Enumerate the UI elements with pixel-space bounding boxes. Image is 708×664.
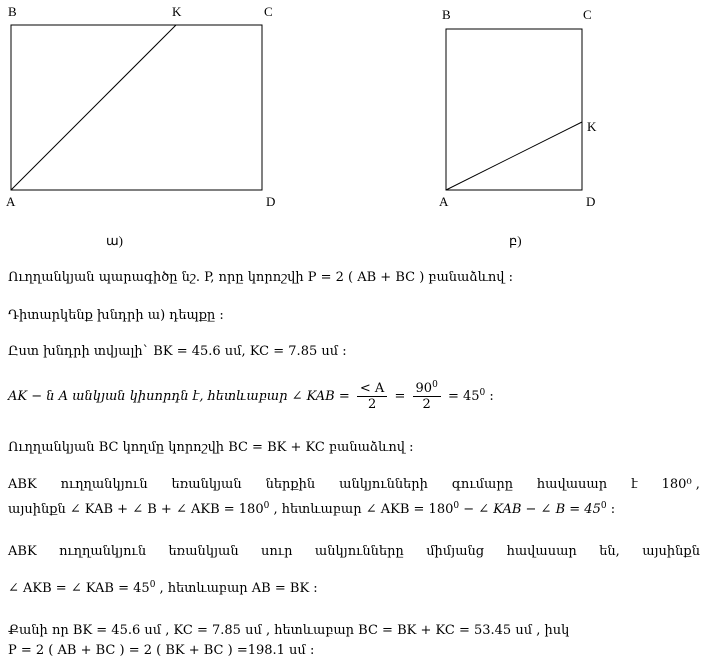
fraction-angle-a-over-2 bbox=[357, 381, 387, 412]
rectangle-abcd-right bbox=[446, 29, 582, 190]
segment-ak-right bbox=[446, 122, 582, 190]
vertex-k-right: K bbox=[587, 119, 597, 134]
vertex-d-left: D bbox=[266, 194, 276, 209]
text-line-3: Ըստ խնդրի տվյալի` BK = 45.6 սմ, KC = 7.85 սմ : bbox=[8, 344, 347, 359]
vertex-c-right: C bbox=[583, 7, 592, 22]
vertex-a-left: A bbox=[6, 194, 16, 209]
equals-sign: = bbox=[394, 389, 406, 404]
text-line-11: P = 2 ( AB + BC ) = 2 ( BK + BC ) =198.1 սմ : bbox=[8, 643, 315, 658]
figures-area bbox=[0, 0, 708, 250]
text-line-2: Դիտարկենք խնդրի ա) դեպքը : bbox=[8, 308, 224, 323]
fraction-90-over-2 bbox=[413, 381, 441, 412]
bisector-statement: AK − ն A անկյան կիսորդն է, հետևաբար ∠ KAB = bbox=[8, 389, 350, 404]
caption-left: ա) bbox=[106, 233, 123, 248]
vertex-c-left: C bbox=[264, 4, 273, 19]
text-line-4 bbox=[8, 381, 700, 412]
vertex-b-right: B bbox=[442, 7, 451, 22]
text-line-6: ABK ուղղանկյուն եռանկյան ներքին անկյունների գումարը հավասար է 180⁰ , bbox=[8, 477, 700, 492]
text-line-1: Ուղղանկյան պարագիծը նշ. P, որը կորոշվի P = 2 ( AB + BC ) բանաձևով : bbox=[8, 270, 513, 285]
fraction-numerator: < A bbox=[357, 381, 387, 397]
text-line-7: այսինքն ∠ KAB + ∠ B + ∠ AKB = $180^0$ , հետևաբար ∠ AKB = $180^0$ − ∠ KAB − ∠ $B = 45^0$ : bbox=[8, 501, 616, 517]
text-line-8: ABK ուղղանկյուն եռանկյան սուր անկյունները միմյանց հավասար են, այսինքն bbox=[8, 544, 700, 559]
text-line-5: Ուղղանկյան BC կողմը կորոշվի BC = BK + KC բանաձևով : bbox=[8, 440, 414, 455]
caption-right: բ) bbox=[509, 233, 522, 248]
text-line-9: ∠ AKB = ∠ KAB = $45^0$ , հետևաբար AB = BK : bbox=[8, 580, 318, 596]
segment-ak-left bbox=[11, 25, 176, 190]
vertex-k-left: K bbox=[172, 4, 182, 19]
vertex-b-left: B bbox=[8, 4, 17, 19]
fraction-denominator: 2 bbox=[367, 397, 377, 412]
fraction-numerator-90: $90^0$ bbox=[413, 381, 441, 397]
text-line-10: Քանի որ BK = 45.6 սմ , KC = 7.85 սմ , հետևաբար BC = BK + KC = 53.45 սմ , իսկ bbox=[8, 623, 570, 638]
result-45: = $45^0$ : bbox=[447, 388, 494, 404]
vertex-d-right: D bbox=[586, 194, 596, 209]
rectangle-abcd-left bbox=[11, 25, 262, 190]
fraction-denominator-2: 2 bbox=[422, 397, 431, 412]
vertex-a-right: A bbox=[439, 194, 449, 209]
geometry-figures bbox=[0, 0, 708, 250]
